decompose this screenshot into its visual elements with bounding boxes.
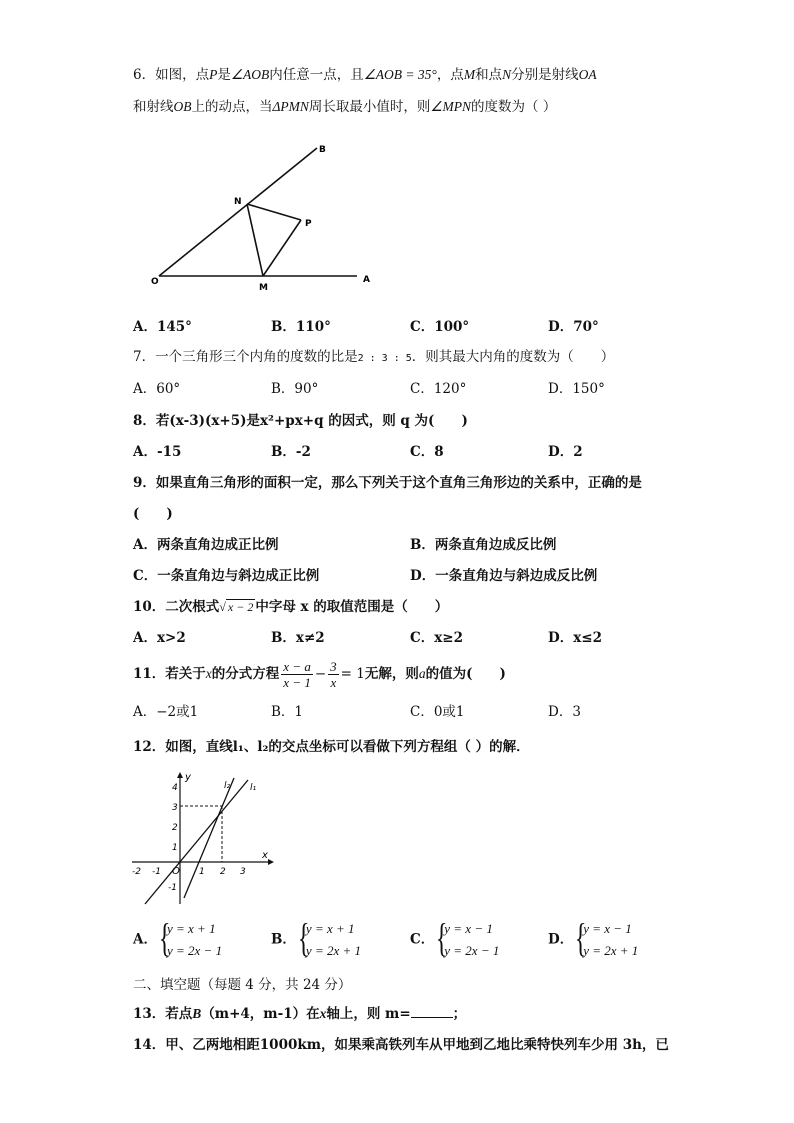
q8-option-d[interactable]: D．2 [548, 444, 583, 460]
q6-text: 周长取最小值时，则 [308, 99, 431, 115]
q13-text: ； [452, 1006, 467, 1022]
q7-text: ．则其最大内角的度数为（ ） [411, 349, 615, 365]
frac-denominator: x [330, 675, 337, 690]
equation: { y = x − 1 [444, 921, 493, 936]
q12-graph [128, 770, 278, 908]
math-x: x [319, 1006, 327, 1021]
q7-text: 7．一个三角形三个内角的度数的比是 [133, 349, 358, 365]
answer-blank[interactable] [411, 1005, 453, 1018]
q6-option-c[interactable]: C．100° [410, 319, 470, 335]
q11-text: 的分式方程 [211, 666, 280, 682]
y-tick: 4 [172, 783, 178, 793]
l2-label: l₂ [224, 781, 231, 791]
q7-option-c[interactable]: C．120° [410, 381, 467, 397]
y-axis-arrow [177, 772, 183, 778]
label-M: M [259, 283, 268, 293]
math-P: P [209, 67, 218, 82]
y-axis-label: y [185, 772, 191, 783]
q11-text: 的值为( ) [425, 666, 506, 682]
q11-option-d[interactable]: D．3 [548, 704, 581, 720]
equation: y = 2x − 1 [444, 943, 500, 958]
y-tick: 1 [172, 843, 178, 853]
equation-system [157, 918, 222, 962]
seg-np [247, 204, 301, 220]
x-tick: 2 [220, 867, 226, 877]
q9-option-b[interactable]: B．两条直角边成反比例 [410, 537, 557, 553]
math-angle-mpn: ∠MPN [430, 99, 472, 114]
math-N: N [502, 67, 512, 82]
math-a: a [418, 666, 426, 681]
q6-line2 [133, 98, 556, 116]
label-N: N [234, 197, 242, 207]
q6-line1 [133, 66, 597, 84]
q6-text: 分别是射线 [511, 67, 579, 83]
q6-text: 和点 [475, 67, 503, 83]
x-axis-label: x [262, 850, 268, 861]
q6-text: 上的动点，当 [191, 99, 273, 115]
q6-option-d[interactable]: D．70° [548, 319, 599, 335]
origin-label: O [172, 866, 180, 877]
q10-option-b[interactable]: B．x≠2 [271, 630, 325, 646]
q9-stem-line1: 9．如果直角三角形的面积一定，那么下列关于这个直角三角形边的关系中，正确的是 [133, 475, 642, 491]
math-OB: OB [173, 99, 192, 114]
q8-stem: 8．若(x-3)(x+5)是x²+px+q 的因式，则 q 为( ) [133, 413, 468, 429]
equation: y = 2x − 1 [166, 943, 223, 958]
line-l1 [145, 780, 248, 904]
math-angle-eq: ∠AOB = 35° [363, 67, 437, 82]
q10-option-d[interactable]: D．x≤2 [548, 630, 602, 646]
q6-text: 的度数为（ ） [471, 99, 557, 115]
equation: { y = x + 1 [166, 921, 216, 936]
q9-stem-line2: ( ) [133, 506, 173, 522]
q12-option-c[interactable] [410, 918, 499, 962]
math-equals: = 1 [340, 666, 365, 682]
math-angle-aob: ∠AOB [230, 67, 270, 82]
seg-pm [263, 220, 301, 276]
y-tick: -1 [168, 883, 177, 893]
q11-text: 无解，则 [364, 666, 419, 682]
math-B: B [192, 1006, 202, 1021]
q8-option-c[interactable]: C．8 [410, 444, 444, 460]
q7-option-b[interactable]: B．90° [271, 381, 319, 397]
q11-option-a[interactable]: A．−2或1 [133, 704, 199, 720]
y-tick: 3 [172, 803, 178, 813]
x-tick: 3 [240, 867, 246, 877]
equation: { y = x − 1 [583, 921, 632, 936]
seg-nm [247, 204, 263, 276]
label-A: A [363, 275, 370, 285]
line-l2 [184, 778, 234, 898]
section-title: 二、填空题（每题 4 分，共 24 分） [133, 977, 352, 993]
q13-text: （m+4，m-1）在 [201, 1006, 320, 1022]
q8-option-b[interactable]: B．-2 [271, 444, 311, 460]
math-fraction-2 [328, 659, 339, 690]
y-tick: 2 [172, 823, 178, 833]
q10-text: 中字母 x 的取值范围是（ ） [255, 599, 449, 615]
math-fraction-1 [281, 659, 313, 690]
equation-system [434, 918, 499, 962]
label-B: B [319, 145, 326, 155]
q6-option-a[interactable]: A．145° [133, 319, 192, 335]
equation-system [296, 918, 361, 962]
equation: y = 2x + 1 [583, 943, 639, 958]
option-label: B． [271, 931, 296, 948]
q12-stem: 12．如图，直线l₁、l₂的交点坐标可以看做下列方程组（ ）的解． [133, 739, 530, 755]
x-tick: -1 [152, 867, 161, 877]
q11-option-c[interactable]: C．0或1 [410, 704, 465, 720]
q6-text: 是 [217, 67, 231, 83]
x-tick-labels [132, 867, 246, 877]
q6-text: 内任意一点，且 [269, 67, 364, 83]
q6-text: 6．如图，点 [133, 67, 210, 83]
math-x: x [205, 666, 212, 681]
q10-option-a[interactable]: A．x>2 [133, 630, 186, 646]
q7-stem [133, 348, 614, 368]
q9-option-a[interactable]: A．两条直角边成正比例 [133, 537, 279, 553]
equation: y = 2x + 1 [305, 943, 362, 958]
q12-option-a[interactable] [133, 918, 222, 962]
q12-option-d[interactable] [548, 918, 638, 962]
q11-stem [133, 656, 506, 692]
equation-system [573, 918, 638, 962]
math-ratio: 2 : 3 : 5 [357, 353, 412, 364]
q7-option-a[interactable]: A．60° [133, 381, 181, 397]
option-label: D． [548, 931, 574, 948]
label-O: O [151, 277, 159, 287]
q7-option-d[interactable]: D．150° [548, 381, 605, 397]
option-label: C． [410, 931, 435, 948]
math-M: M [463, 67, 476, 82]
frac-numerator: 3 [330, 659, 337, 674]
q6-option-b[interactable]: B．110° [271, 319, 331, 335]
frac-numerator: x − a [283, 659, 311, 674]
math-minus: − [314, 666, 327, 682]
q10-option-c[interactable]: C．x≥2 [410, 630, 463, 646]
l1-label: l₁ [250, 783, 257, 793]
q13-text: 13．若点 [133, 1006, 193, 1022]
x-tick: -2 [132, 867, 141, 877]
q9-option-c[interactable]: C．一条直角边与斜边成正比例 [133, 568, 320, 584]
x-axis-arrow [268, 859, 274, 865]
math-sqrt: √ x − 2 [219, 600, 254, 614]
q8-option-a[interactable]: A．-15 [133, 444, 182, 460]
q13-stem [133, 1005, 466, 1023]
q11-text: 11．若关于 [133, 666, 206, 682]
math-OA: OA [578, 67, 597, 82]
option-label: A． [133, 931, 157, 948]
q6-text: 和射线 [133, 99, 174, 115]
q9-option-d[interactable]: D．一条直角边与斜边成反比例 [410, 568, 598, 584]
math-triangle: ΔPMN [272, 99, 309, 114]
equation: { y = x + 1 [305, 921, 355, 936]
q12-option-b[interactable] [271, 918, 361, 962]
ray-ob [159, 148, 317, 276]
label-P: P [305, 219, 312, 229]
frac-denominator: x − 1 [283, 675, 311, 690]
math-radicand: x − 2 [227, 600, 254, 614]
q6-figure [145, 138, 385, 298]
q14-stem: 14．甲、乙两地相距1000km，如果乘高铁列车从甲地到乙地比乘特快列车少用 3h，已 [133, 1037, 669, 1053]
q6-text: ，点 [436, 67, 464, 83]
q10-text: 10．二次根式 [133, 599, 220, 615]
x-tick: 1 [199, 867, 205, 877]
q10-stem [133, 598, 448, 616]
q13-text: 轴上，则 m= [326, 1006, 411, 1022]
q11-option-b[interactable]: B．1 [271, 704, 304, 720]
